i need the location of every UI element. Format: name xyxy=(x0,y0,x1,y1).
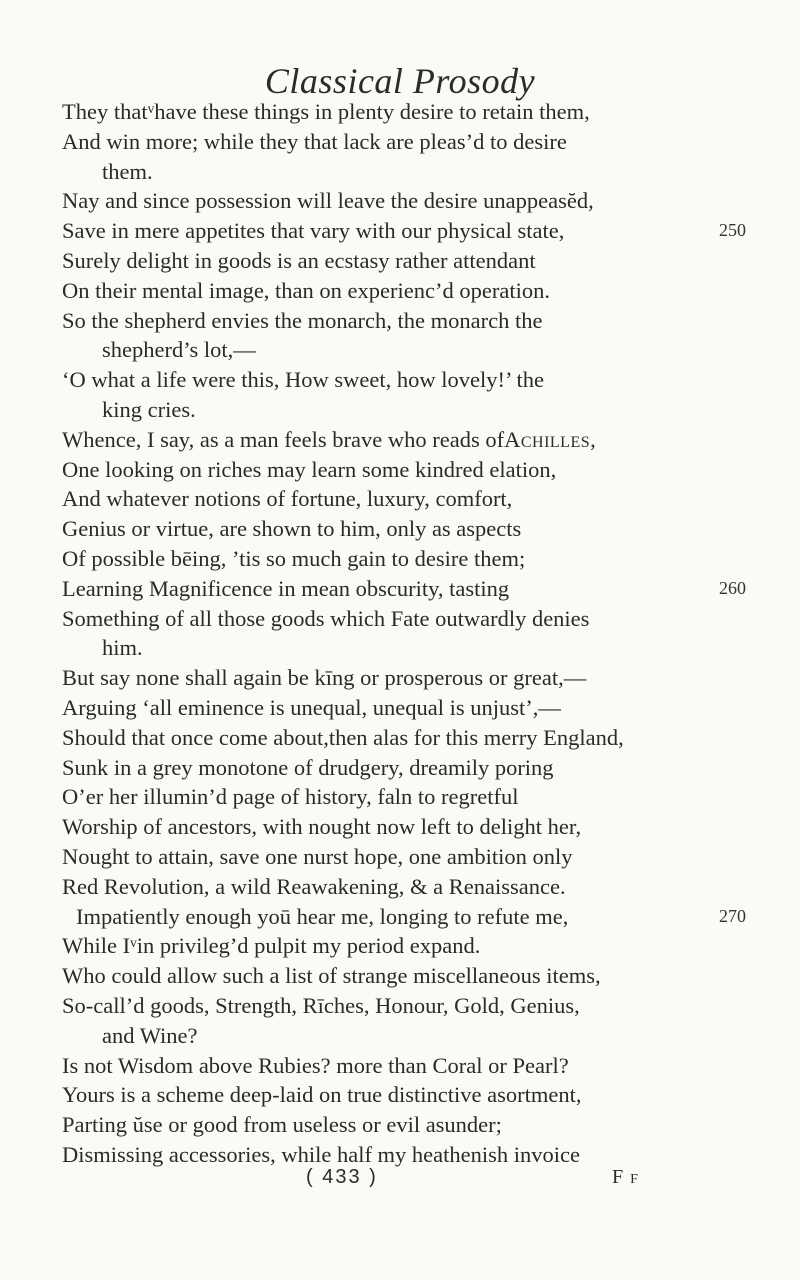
poem-line-text: Red Revolution, a wild Reawakening, & a Renaissance. xyxy=(62,873,566,899)
poem-line-text: They thatᵛhave these things in plenty desire to retain them, xyxy=(62,99,590,124)
poem-line-text: Who could allow such a list of strange miscellaneous items, xyxy=(62,963,601,989)
poem-line-text: Whence, I say, as a man feels brave who reads of xyxy=(62,426,505,452)
poem-line-text: Dismissing accessories, while half my heathenish invoice xyxy=(62,1141,581,1167)
poem-line xyxy=(62,514,712,544)
poem-line-text: But say none shall again be kīng or prosperous or great,— xyxy=(62,665,587,691)
poem-line xyxy=(62,395,712,425)
poem-line-text: Surely delight in goods is an ecstasy rather attendant xyxy=(62,247,536,273)
poem-line xyxy=(62,991,712,1021)
poem-line-text: And whatever notions of fortune, luxury, comfort, xyxy=(62,486,513,512)
page-title: Classical Prosody xyxy=(264,61,536,101)
poem-line xyxy=(62,97,712,127)
poem-line xyxy=(62,216,746,246)
poem-line-text: On their mental image, than on experienc’d operation. xyxy=(62,277,550,303)
poem-line-text: Is not Wisdom above Rubies? more than Coral or Pearl? xyxy=(62,1052,569,1078)
poem-line-text: Sunk in a grey monotone of drudgery, dreamily poring xyxy=(62,754,554,780)
poem-line xyxy=(62,1080,712,1110)
poem-line-text: Something of all those goods which Fate outwardly denies xyxy=(62,605,590,631)
poem-line-text: Impatiently enough yoū hear me, longing to refute me, xyxy=(76,903,569,929)
poem-line xyxy=(62,693,712,723)
poem-line-text: and Wine? xyxy=(102,1022,198,1048)
poem-line-text: Nought to attain, save one nurst hope, one ambition only xyxy=(62,843,573,869)
poem-line xyxy=(62,872,712,902)
poem-line xyxy=(62,127,712,157)
poem-line-text: them. xyxy=(102,158,153,184)
poem-line-text: king cries. xyxy=(102,396,196,422)
poem-line xyxy=(62,246,712,276)
poem-line xyxy=(62,812,712,842)
signature-mark: F f xyxy=(612,1166,639,1188)
poem-line xyxy=(62,425,712,455)
poem-line xyxy=(62,186,712,216)
poem-line xyxy=(62,1051,712,1081)
poem-line-text: Learning Magnificence in mean obscurity, tasting xyxy=(62,575,510,601)
poem-body xyxy=(62,97,746,1170)
poem-line-text: Nay and since possession will leave the desire unappeasĕd, xyxy=(62,188,594,214)
poem-line-text: While Iᵛin privileg’d pulpit my period expand. xyxy=(62,933,481,959)
poem-line xyxy=(62,335,712,365)
poem-line-text: Parting ŭse or good from useless or evil asunder; xyxy=(62,1112,502,1138)
poem-line-text: him. xyxy=(102,635,143,661)
poem-line-text: O’er her illumin’d page of history, faln to regretful xyxy=(62,784,519,810)
poem-line-text: Worship of ancestors, with nought now left to delight her, xyxy=(62,814,582,840)
poem-line-text: So-call’d goods, Strength, Rīches, Honour, Gold, Genius, xyxy=(62,992,580,1018)
poem-line-text: Of possible bēing, ’tis so much gain to desire them; xyxy=(62,545,526,571)
poem-line-text: And win more; while they that lack are pleas’d to desire xyxy=(62,128,567,154)
poem-line xyxy=(62,961,712,991)
poem-line xyxy=(62,753,712,783)
poem-line-text: So the shepherd envies the monarch, the monarch the xyxy=(62,307,543,333)
poem-line xyxy=(62,306,712,336)
poem-line-text: Should that once come about,then alas for this merry England, xyxy=(62,724,624,750)
line-number: 260 xyxy=(719,577,746,598)
page-footer xyxy=(0,1166,800,1196)
line-number: 270 xyxy=(719,905,746,926)
poem-line xyxy=(62,604,712,634)
poem-line-text: One looking on riches may learn some kindred elation, xyxy=(62,456,557,482)
page-number: ( 433 ) xyxy=(306,1166,378,1188)
poem-line xyxy=(62,157,712,187)
poem-line-text: Yours is a scheme deep-laid on true distinctive asortment, xyxy=(62,1082,582,1108)
poem-line-smallcaps: Achilles, xyxy=(504,426,597,452)
poem-line-text: Arguing ‘all eminence is unequal, unequal is unjust’,— xyxy=(62,694,561,720)
poem-line xyxy=(62,931,712,961)
poem-line xyxy=(62,1110,712,1140)
poem-line-text: shepherd’s lot,— xyxy=(102,337,256,363)
poem-line xyxy=(62,484,712,514)
poem-line xyxy=(62,633,712,663)
poem-line xyxy=(62,574,746,604)
poem-line xyxy=(62,663,712,693)
line-number: 250 xyxy=(719,220,746,241)
poem-line xyxy=(62,365,712,395)
poem-line xyxy=(62,276,712,306)
poem-line xyxy=(62,455,712,485)
poem-line-text: ‘O what a life were this, How sweet, how lovely!’ the xyxy=(62,367,544,393)
poem-line xyxy=(62,902,746,932)
poem-line xyxy=(62,1021,712,1051)
poem-line xyxy=(62,842,712,872)
poem-line xyxy=(62,723,712,753)
poem-line-text: Genius or virtue, are shown to him, only as aspects xyxy=(62,516,522,542)
poem-line xyxy=(62,544,712,574)
poem-line xyxy=(62,782,712,812)
poem-line-text: Save in mere appetites that vary with our physical state, xyxy=(62,218,565,244)
